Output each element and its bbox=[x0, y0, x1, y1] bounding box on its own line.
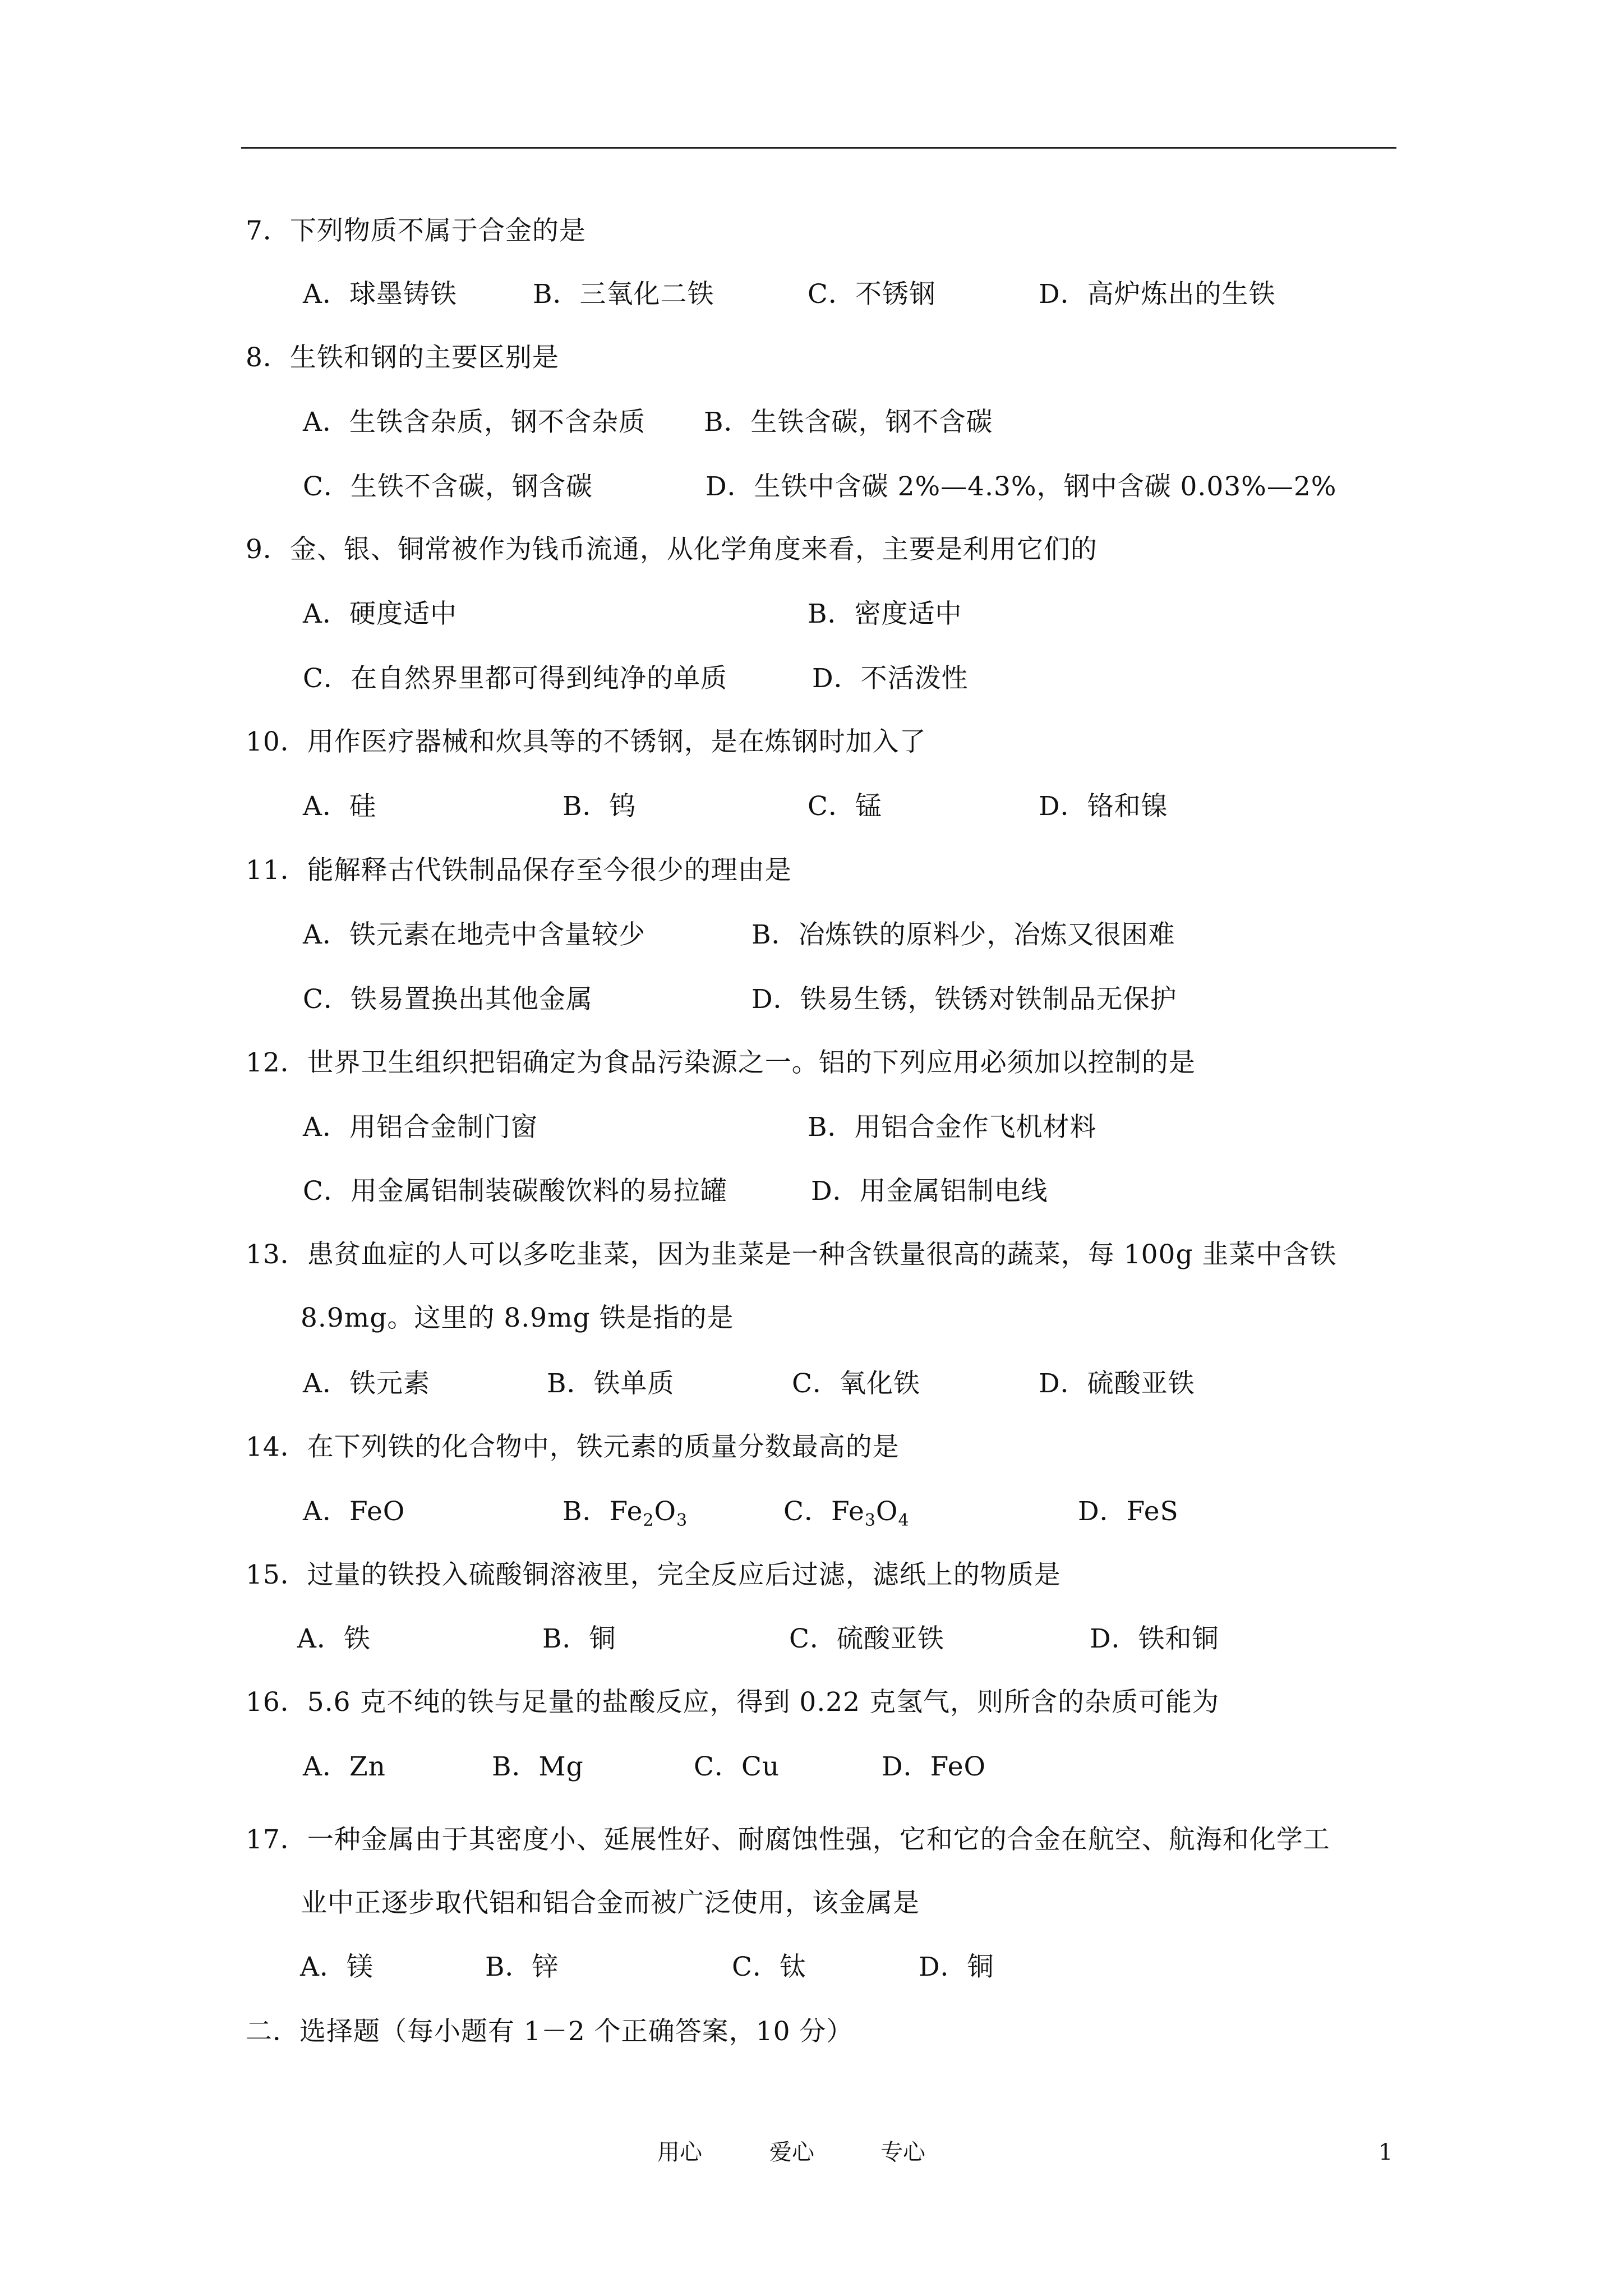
question-10-stem: 10．用作医疗器械和炊具等的不锈钢，是在炼钢时加入了 bbox=[246, 726, 926, 757]
question-7-stem: 7．下列物质不属于合金的是 bbox=[246, 215, 586, 246]
question-12-option-d: D．用金属铝制电线 bbox=[811, 1176, 1048, 1207]
question-16-option-d: D．FeO bbox=[882, 1751, 986, 1782]
question-13-option-d: D．硫酸亚铁 bbox=[1039, 1368, 1195, 1399]
question-17-option-d: D．铜 bbox=[919, 1952, 994, 1982]
question-11-option-b: B．冶炼铁的原料少，冶炼又很困难 bbox=[751, 919, 1175, 950]
question-14-option-b: B．$Fe_2O_3$ bbox=[562, 1496, 688, 1530]
question-9-option-d: D．不活泼性 bbox=[812, 663, 969, 694]
question-7-option-a: A．球墨铸铁 bbox=[303, 279, 457, 310]
question-14-option-a: A．FeO bbox=[303, 1496, 405, 1527]
question-15-option-d: D．铁和铜 bbox=[1090, 1623, 1219, 1654]
question-9-stem: 9．金、银、铜常被作为钱币流通，从化学角度来看，主要是利用它们的 bbox=[246, 534, 1098, 565]
question-11-option-a: A．铁元素在地壳中含量较少 bbox=[303, 919, 645, 950]
question-12-option-c: C．用金属铝制装碳酸饮料的易拉罐 bbox=[303, 1176, 727, 1207]
question-13-stem: 13．患贫血症的人可以多吃韭菜，因为韭菜是一种含铁量很高的蔬菜，每 100g 韭菜中含铁 bbox=[246, 1239, 1337, 1270]
question-8-option-b: B．生铁含碳，钢不含碳 bbox=[704, 407, 993, 438]
question-9-option-c: C．在自然界里都可得到纯净的单质 bbox=[303, 663, 727, 694]
question-15-option-b: B．铜 bbox=[542, 1623, 616, 1654]
question-17-option-c: C．钛 bbox=[732, 1952, 806, 1982]
question-13-option-b: B．铁单质 bbox=[547, 1368, 675, 1399]
question-10-option-d: D．铬和镍 bbox=[1039, 791, 1168, 822]
footer-motto-2: 爱心 bbox=[769, 2139, 814, 2165]
question-15-option-c: C．硫酸亚铁 bbox=[789, 1623, 944, 1654]
question-9-option-a: A．硬度适中 bbox=[303, 599, 457, 629]
question-11-stem: 11．能解释古代铁制品保存至今很少的理由是 bbox=[246, 855, 792, 886]
question-15-stem: 15．过量的铁投入硫酸铜溶液里，完全反应后过滤，滤纸上的物质是 bbox=[246, 1559, 1061, 1590]
question-8-option-a: A．生铁含杂质，钢不含杂质 bbox=[303, 407, 645, 438]
question-17-option-a: A．镁 bbox=[300, 1952, 374, 1982]
question-7-option-d: D．高炉炼出的生铁 bbox=[1039, 279, 1276, 310]
question-10-option-a: A．硅 bbox=[303, 791, 376, 822]
question-7-option-b: B．三氧化二铁 bbox=[533, 279, 714, 310]
question-16-option-c: C．Cu bbox=[694, 1751, 780, 1782]
section-heading: 二．选择题（每小题有 1－2 个正确答案，10 分） bbox=[246, 2016, 854, 2047]
question-17-stem-continued: 业中正逐步取代铝和铝合金而被广泛使用，该金属是 bbox=[301, 1888, 920, 1918]
question-10-option-b: B．钨 bbox=[562, 791, 637, 822]
question-12-stem: 12．世界卫生组织把铝确定为食品污染源之一。铝的下列应用必须加以控制的是 bbox=[246, 1047, 1196, 1078]
footer-motto-1: 用心 bbox=[657, 2139, 702, 2165]
question-14-stem: 14．在下列铁的化合物中，铁元素的质量分数最高的是 bbox=[246, 1432, 900, 1462]
footer-motto-3: 专心 bbox=[880, 2139, 925, 2165]
question-17-option-b: B．锌 bbox=[485, 1952, 559, 1982]
question-8-option-d: D．生铁中含碳 2%—4.3%，钢中含碳 0.03%—2% bbox=[706, 471, 1337, 502]
page-number: 1 bbox=[1378, 2139, 1393, 2165]
question-13-option-c: C．氧化铁 bbox=[792, 1368, 920, 1399]
question-14-option-d: D．FeS bbox=[1078, 1496, 1179, 1527]
question-8-option-c: C．生铁不含碳，钢含碳 bbox=[303, 471, 593, 502]
question-13-option-a: A．铁元素 bbox=[303, 1368, 430, 1399]
question-16-stem: 16．5.6 克不纯的铁与足量的盐酸反应，得到 0.22 克氢气，则所含的杂质可能为 bbox=[246, 1687, 1220, 1718]
question-11-option-c: C．铁易置换出其他金属 bbox=[303, 984, 593, 1015]
question-15-option-a: A．铁 bbox=[297, 1623, 371, 1654]
question-17-stem: 17．一种金属由于其密度小、延展性好、耐腐蚀性强，它和它的合金在航空、航海和化学工 bbox=[246, 1824, 1330, 1855]
question-8-stem: 8．生铁和钢的主要区别是 bbox=[246, 342, 559, 373]
question-12-option-a: A．用铝合金制门窗 bbox=[303, 1112, 538, 1143]
question-11-option-d: D．铁易生锈，铁锈对铁制品无保护 bbox=[751, 984, 1177, 1015]
question-14-option-c: C．$Fe_3O_4$ bbox=[783, 1496, 910, 1530]
question-13-stem-continued: 8.9mg。这里的 8.9mg 铁是指的是 bbox=[301, 1303, 734, 1333]
question-7-option-c: C．不锈钢 bbox=[808, 279, 936, 310]
header-rule bbox=[241, 147, 1396, 149]
question-16-option-a: A．Zn bbox=[303, 1751, 386, 1782]
question-9-option-b: B．密度适中 bbox=[808, 599, 962, 629]
question-16-option-b: B．Mg bbox=[492, 1751, 584, 1782]
question-12-option-b: B．用铝合金作飞机材料 bbox=[808, 1112, 1097, 1143]
question-10-option-c: C．锰 bbox=[808, 791, 882, 822]
